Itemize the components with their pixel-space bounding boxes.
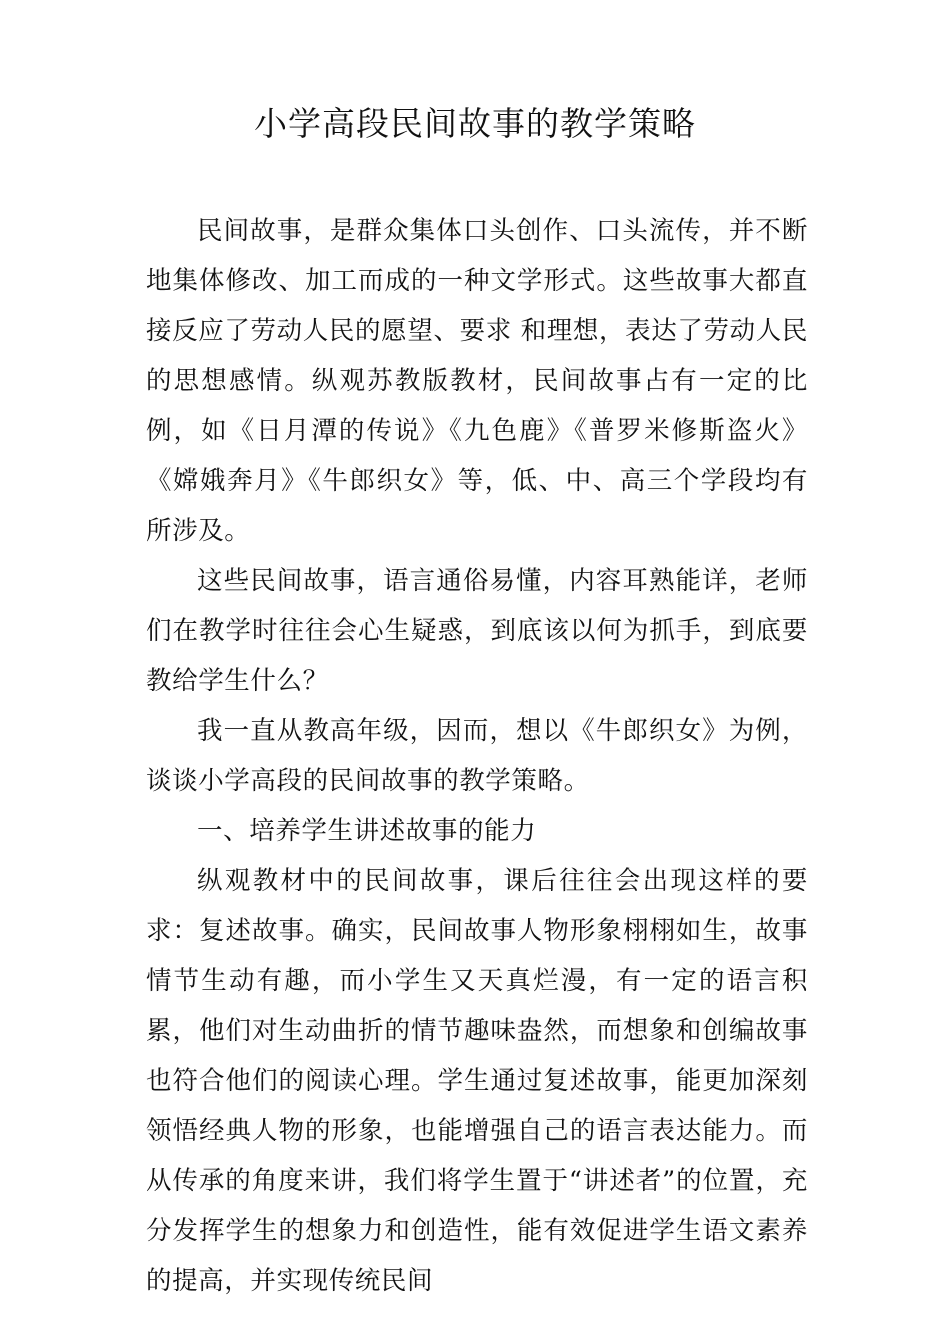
paragraph-question: 这些民间故事，语言通俗易懂，内容耳熟能详，老师们在教学时往往会心生疑惑，到底该以何为抓手，到底要教给学生什么？: [146, 566, 808, 696]
paragraph-section-1: 纵观教材中的民间故事，课后往往会出现这样的要求：复述故事。确实，民间故事人物形象栩栩如生，故事情节生动有趣，而小学生又天真烂漫，有一定的语言积累，他们对生动曲折的情节趣味盎然，而想象和创编故事也符合他们的阅读心理。学生通过复述故事，能更加深刻领悟经典人物的形象，也能增强自己的语言表达能力。而从传承的角度来讲，我们将学生置于“讲述者”的位置，充分发挥学生的想象力和创造性，能有效促进学生语文素养的提高，并实现传统民间: [146, 866, 808, 1296]
section-heading-1: 一、培养学生讲述故事的能力: [197, 816, 537, 846]
document-body: [146, 206, 808, 1306]
paragraph-purpose: 我一直从教高年级，因而，想以《牛郎织女》为例，谈谈小学高段的民间故事的教学策略。: [146, 716, 808, 796]
paragraph-intro: 民间故事，是群众集体口头创作、口头流传，并不断地集体修改、加工而成的一种文学形式。这些故事大都直接反应了劳动人民的愿望、要求 和理想，表达了劳动人民的思想感情。纵观苏教版教材，民间故事占有一定的比例，如《日月潭的传说》《九色鹿》《普罗米修斯盗火》《嫦娥奔月》《牛郎织女》等，低、中、高三个学段均有所涉及。: [146, 216, 808, 546]
document-title: 小学高段民间故事的教学策略: [254, 104, 696, 143]
